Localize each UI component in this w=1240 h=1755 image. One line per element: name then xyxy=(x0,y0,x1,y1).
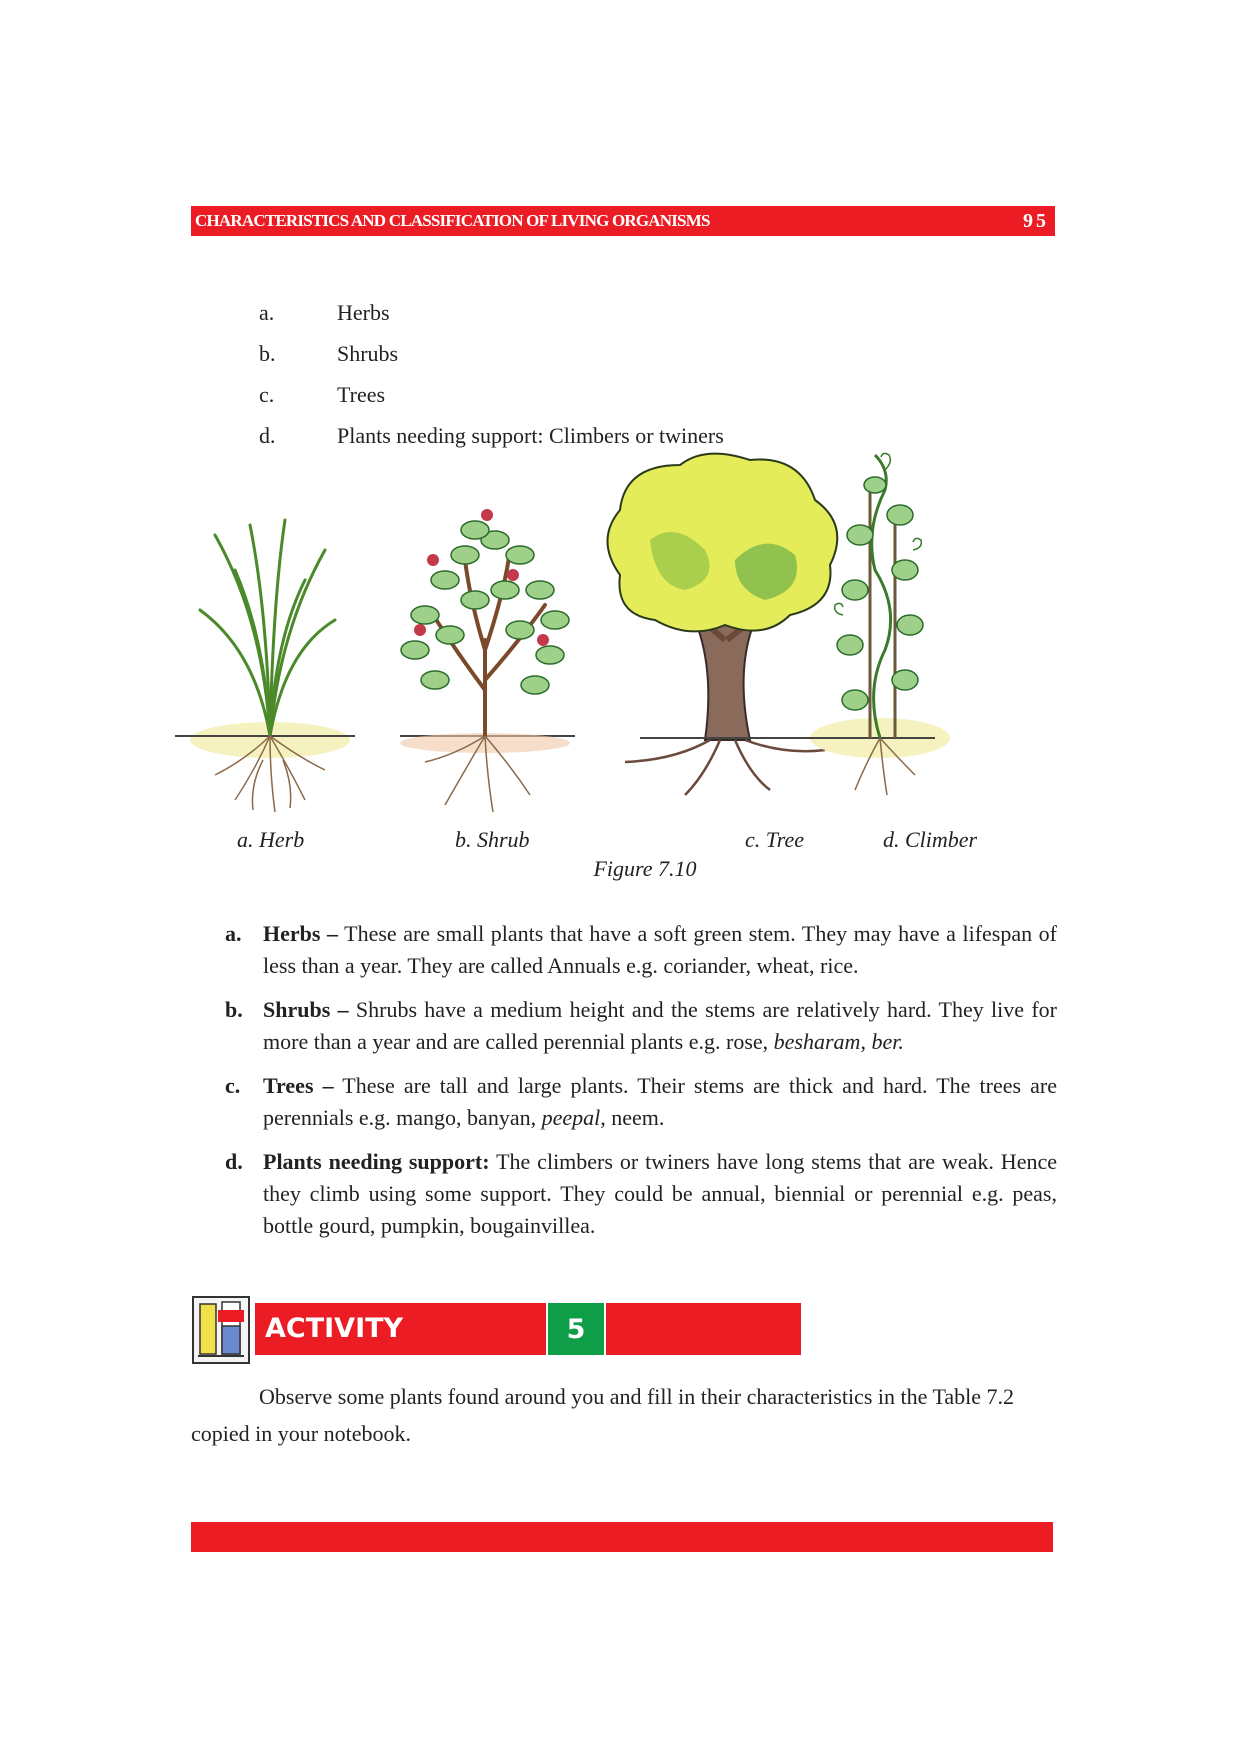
list-item: c. Trees – These are tall and large plants. Their stems are thick and hard. The trees are perennials e.g. mango, banyan, peepal, neem. xyxy=(225,1073,1057,1130)
caption-climber: d. Climber xyxy=(883,827,978,852)
activity-number: 5 xyxy=(546,1303,606,1355)
chapter-title: CHARACTERISTICS AND CLASSIFICATION OF LIVING ORGANISMS xyxy=(195,211,710,230)
term: Trees – xyxy=(263,1073,334,1098)
term: Plants needing support: xyxy=(263,1149,490,1174)
term: Shrubs – xyxy=(263,997,349,1022)
list-item: b. Shrubs – Shrubs have a medium height and the stems are relatively hard. They live for more than a year and are called perennial plants e.g. rose, besharam, ber. xyxy=(225,997,1057,1054)
term: Herbs – xyxy=(263,921,338,946)
activity-label: ACTIVITY xyxy=(265,1313,404,1344)
lab-flask-icon xyxy=(192,1296,250,1364)
list-item: d. Plants needing support: Climbers or twiners xyxy=(259,423,724,448)
list-item: a. Herbs – These are small plants that have a soft green stem. They may have a lifespan of less than a year. They are called Annuals e.g. coriander, wheat, rice. xyxy=(225,921,1057,978)
plant-illustration xyxy=(175,440,1055,820)
caption-herb: a. Herb xyxy=(237,827,305,852)
climber-illustration xyxy=(810,453,950,795)
footer-bar xyxy=(191,1522,1053,1552)
caption-shrub: b. Shrub xyxy=(455,827,530,852)
list-item: b. Shrubs xyxy=(259,341,399,366)
figure-title: Figure 7.10 xyxy=(593,856,697,881)
caption-tree: c. Tree xyxy=(745,827,805,852)
activity-instructions: Observe some plants found around you and fill in their characteristics in the Table 7.2 copied in your notebook. xyxy=(191,1384,1015,1446)
tree-illustration xyxy=(608,454,838,795)
herb-illustration xyxy=(175,520,355,812)
list-item: a. Herbs xyxy=(259,300,390,325)
plant-descriptions xyxy=(225,918,1057,1254)
running-header xyxy=(191,206,1055,236)
shrub-illustration xyxy=(400,509,575,812)
list-item: c. Trees xyxy=(259,382,386,407)
page-number: 95 xyxy=(1023,209,1049,232)
list-item: d. Plants needing support: The climbers or twiners have long stems that are weak. Hence they climb using some support. They could be annual, biennial or perennial e.g. peas, bottle gourd, pumpkin, bougainvillea. xyxy=(225,1149,1057,1238)
